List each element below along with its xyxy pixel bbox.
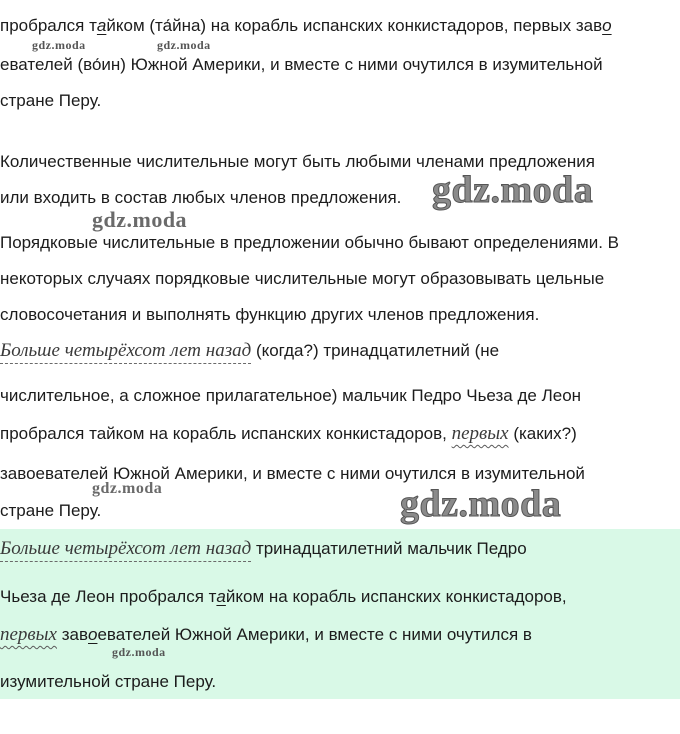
p5-line1: Больше четырёхсот лет назад тринадцатилетний мальчик Педро — [0, 538, 527, 560]
p2-line2: или входить в состав любых членов предложения. — [0, 188, 402, 207]
p2-line1: Количественные числительные могут быть любыми членами предложения — [0, 152, 595, 171]
p3-line2: некоторых случаях порядковые числительные могут образовывать цельные — [0, 269, 605, 288]
watermark: gdz.moda — [400, 483, 562, 525]
p3-line1: Порядковые числительные в предложении обычно бывают определениями. В — [0, 233, 620, 252]
watermark: gdz.moda — [32, 38, 86, 52]
p4-line3: пробрался тайком на корабль испанских конкистадоров, первых (каких?) — [0, 423, 577, 444]
p4-line5: стране Перу. — [0, 501, 102, 520]
handwritten-attribute: первых — [0, 624, 57, 645]
p5-line3: первых завоевателей Южной Америки, и вместе с ними очутился в — [0, 624, 532, 645]
handwritten-attribute: первых — [451, 423, 509, 444]
p3-line3: словосочетания и выполнять функцию других членов предложения. — [0, 305, 540, 324]
handwritten-adverbial: Больше четырёхсот лет назад — [0, 538, 251, 562]
p1-line3: стране Перу. — [0, 91, 102, 110]
watermark: gdz.moda — [92, 480, 163, 497]
p5-line4: изумительной стране Перу. — [0, 672, 217, 691]
watermark: gdz.moda — [92, 207, 188, 232]
watermark: gdz.moda — [112, 645, 166, 659]
p4-line4: завоевателей Южной Америки, и вместе с ними очутился в изумительной — [0, 464, 585, 483]
p4-line1: Больше четырёхсот лет назад (когда?) тринадцатилетний (не — [0, 340, 499, 362]
watermark: gdz.moda — [157, 38, 211, 52]
handwritten-adverbial: Больше четырёхсот лет назад — [0, 340, 251, 364]
watermark: gdz.moda — [432, 169, 594, 211]
p4-line2: числительное, а сложное прилагательное) мальчик Педро Чьеза де Леон — [0, 386, 582, 405]
p1-line2: евателей (во́ин) Южной Америки, и вместе с ними очутился в изумительной — [0, 55, 603, 74]
p5-line2: Чьеза де Леон пробрался тайком на корабль испанских конкистадоров, — [0, 587, 567, 606]
p1-line1: пробрался тайком (та́йна) на корабль испанских конкистадоров, первых заво — [0, 16, 612, 35]
